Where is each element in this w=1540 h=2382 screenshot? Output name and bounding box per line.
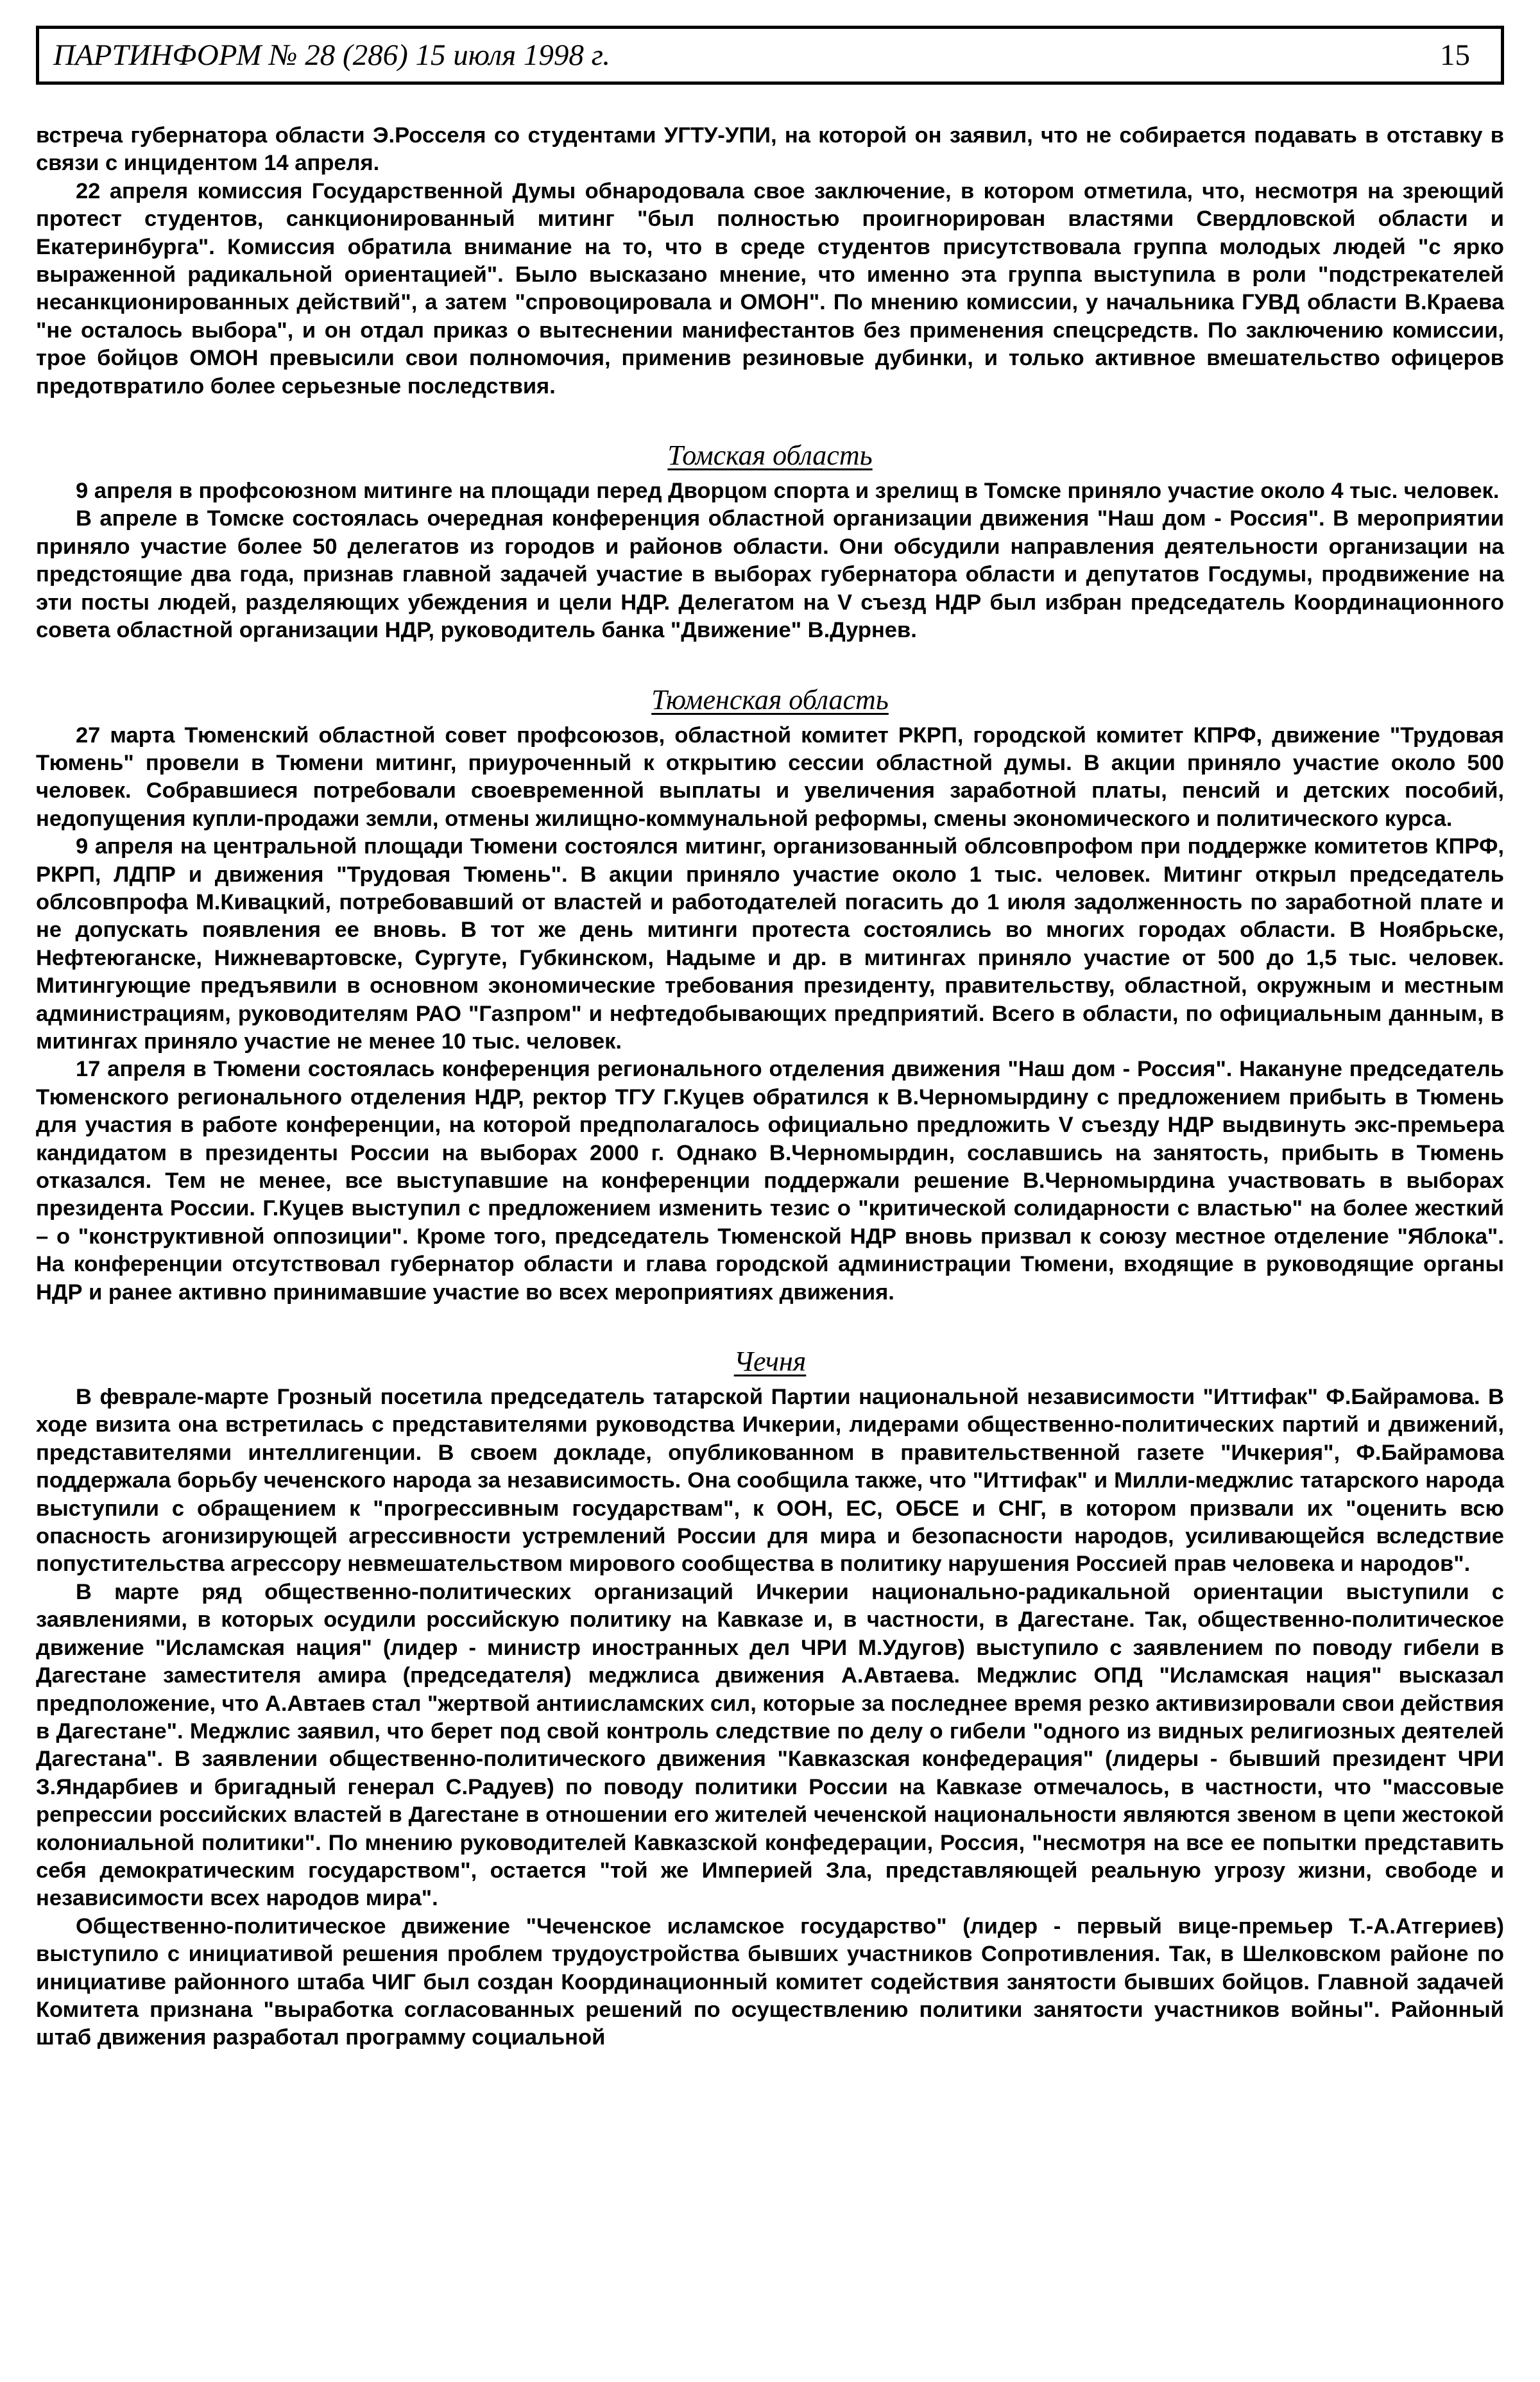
paragraph: 22 апреля комиссия Государственной Думы обнародовала свое заключение, в котором отметила, что, несмотря на зреющий протест студентов, санкционированный митинг "был полностью проигнорирован властями Свердловской области и Екатеринбурга". Комиссия обратила внимание на то, что в среде студентов присутствовала группа молодых людей "с ярко выраженной радикальной ориентацией". Было высказано мнение, что именно эта группа выступила в роли "подстрекателей несанкционированных действий", а затем "спровоцировала и ОМОН". По мнению комиссии, у начальника ГУВД области В.Краева "не осталось выбора", и он отдал приказ о вытеснении манифестантов без применения спецсредств. По заключению комиссии, трое бойцов ОМОН превысили свои полномочия, применив резиновые дубинки, и только активное вмешательство офицеров предотвратило более серьезные последствия. xyxy=(36,178,1504,398)
paragraph: 9 апреля на центральной площади Тюмени состоялся митинг, организованный облсовпрофом при поддержке комитетов КПРФ, РКРП, ЛДПР и движения "Трудовая Тюмень". В акции приняло участие около 1 тыс. человек. Митинг открыл председатель облсовпрофа М.Кивацкий, потребовавший от властей и работодателей погасить до 1 июля задолженность по заработной плате и не допускать появления ее вновь. В тот же день митинги протеста состоялись во многих городах области. В Ноябрьске, Нефтеюганске, Нижневартовске, Сургуте, Губкинском, Надыме и др. в митингах приняло участие от 500 до 1,5 тыс. человек. Митингующие предъявили в основном экономические требования президенту, правительству, областной, окружным и местным администрациям, руководителям РАО "Газпром" и нефтедобывающих предприятий. Всего в области, по официальным данным, в митингах приняло участие не менее 10 тыс. человек. xyxy=(36,834,1504,1054)
section-heading-text: Томская область xyxy=(667,440,873,472)
publication-title: ПАРТИНФОРМ № 28 (286) 15 июля 1998 г. xyxy=(53,39,611,72)
paragraph: 17 апреля в Тюмени состоялась конференция регионального отделения движения "Наш дом - Россия". Накануне председатель Тюменского регионального отделения НДР, ректор ТГУ Г.Куцев обратился к В.Черномырдину с предложением прибыть в Тюмень для участия в работе конференции, на которой предполагалось официально предложить V съезду НДР выдвинуть экс-премьера кандидатом в президенты России на выборах 2000 г. Однако В.Черномырдин, сославшись на занятость, прибыть в Тюмень отказался. Тем не менее, все выступавшие на конференции поддержали решение В.Черномырдина участвовать в выборах президента России. Г.Куцев выступил с предложением изменить тезис о "критической солидарности с властью" на более жесткий – о "конструктивной оппозиции". Кроме того, председатель Тюменской НДР вновь призвал к союзу местное отделение "Яблока". На конференции отсутствовал губернатор области и глава городской администрации Тюмени, входящие в руководящие органы НДР и ранее активно принимавшие участие во всех мероприятиях движения. xyxy=(36,1057,1504,1305)
paragraph: В феврале-марте Грозный посетила председатель татарской Партии национальной независимости "Иттифак" Ф.Байрамова. В ходе визита она встретилась с представителями руководства Ичкерии, лидерами общественно-политических партий и движений, представителями интеллигенции. В своем докладе, опубликованном в правительственной газете "Ичкерия", Ф.Байрамова поддержала борьбу чеченского народа за независимость. Она сообщила также, что "Иттифак" и Милли-меджлис татарского народа выступили с обращением к "прогрессивным государствам", к ООН, ЕС, ОБСЕ и СНГ, в котором призвали их "оценить всю опасность агонизирующей агрессивности устремлений России для мира и безопасности народов, усиливающейся вследствие попустительства агрессору невмешательством мирового сообщества в политику нарушения Россией прав человека и народов". xyxy=(36,1385,1504,1577)
paragraph: 9 апреля в профсоюзном митинге на площади перед Дворцом спорта и зрелищ в Томске приняло участие около 4 тыс. человек. xyxy=(76,479,1500,504)
article-body xyxy=(36,122,1504,2052)
paragraph: Общественно-политическое движение "Чеченское исламское государство" (лидер - первый вице-премьер Т.-А.Атгериев) выступило с инициативой решения проблем трудоустройства бывших участников Сопротивления. Так, в Шелковском районе по инициативе районного штаба ЧИГ был создан Координационный комитет содействия занятости бывших бойцов. Главной задачей Комитета признана "выработка согласованных решений по осуществлению политики занятости участников войны". Районный штаб движения разработал программу социальной xyxy=(36,1914,1504,2050)
section-heading xyxy=(36,1346,1504,1377)
section-heading-text: Тюменская область xyxy=(651,683,889,715)
section-heading-text: Чечня xyxy=(733,1346,807,1378)
page-header xyxy=(36,26,1504,85)
paragraph: встреча губернатора области Э.Росселя со студентами УГТУ-УПИ, на которой он заявил, что не собирается подавать в отставку в связи с инцидентом 14 апреля. xyxy=(36,123,1504,176)
paragraph: 27 марта Тюменский областной совет профсоюзов, областной комитет РКРП, городской комитет КПРФ, движение "Трудовая Тюмень" провели в Тюмени митинг, приуроченный к открытию сессии областной думы. В акции приняло участие около 500 человек. Собравшиеся потребовали своевременной выплаты и увеличения заработной платы, пенсий и детских пособий, недопущения купли-продажи земли, отмены жилищно-коммунальной реформы, смены экономического и политического курса. xyxy=(36,723,1504,831)
newspaper-page xyxy=(36,0,1504,2382)
paragraph: В марте ряд общественно-политических организаций Ичкерии национально-радикальной ориентации выступили с заявлениями, в которых осудили российскую политику на Кавказе и, в частности, в Дагестане. Так, общественно-политическое движение "Исламская нация" (лидер - министр иностранных дел ЧРИ М.Удугов) выступило с заявлением по поводу гибели в Дагестане заместителя амира (председателя) меджлиса движения А.Автаева. Меджлис ОПД "Исламская нация" высказал предположение, что А.Автаев стал "жертвой антиисламских сил, которые за последнее время резко активизировали свои действия в Дагестане". Меджлис заявил, что берет под свой контроль следствие по делу о гибели "одного из видных религиозных деятелей Дагестана". В заявлении общественно-политического движения "Кавказская конфедерация" (лидеры - бывший президент ЧРИ З.Яндарбиев и бригадный генерал С.Радуев) по поводу политики России на Кавказе отмечалось, в частности, что "массовые репрессии российских властей в Дагестане в отношении его жителей чеченской национальности являются звеном в цепи жестокой колониальной политики". По мнению руководителей Кавказской конфедерации, Россия, "несмотря на все ее попытки представить себя демократическим государством", остается "той же Империей Зла, представляющей реальную угрозу жизни, свободе и независимости всех народов мира". xyxy=(36,1579,1504,1911)
page-number: 15 xyxy=(1440,39,1470,72)
paragraph: В апреле в Томске состоялась очередная конференция областной организации движения "Наш дом - Россия". В мероприятии приняло участие более 50 делегатов из городов и районов области. Они обсудили направления деятельности организации на предстоящие два года, признав главной задачей участие в выборах губернатора области и депутатов Госдумы, продвижение на эти посты людей, разделяющих убеждения и цели НДР. Делегатом на V съезд НДР был избран председатель Координационного совета областной организации НДР, руководитель банка "Движение" В.Дурнев. xyxy=(36,506,1504,643)
section-heading xyxy=(36,685,1504,715)
section-heading xyxy=(36,440,1504,471)
